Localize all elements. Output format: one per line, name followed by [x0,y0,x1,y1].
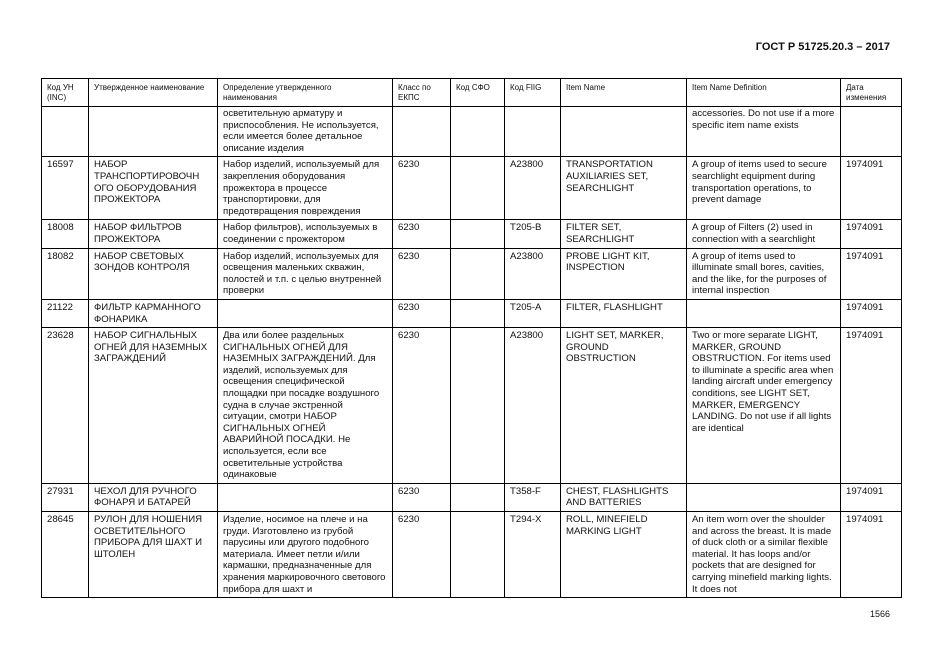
table-row [42,248,902,299]
table-row [42,328,902,484]
cell-fiig: T205-B [505,220,561,248]
table-row [42,107,902,157]
cell-class: 6230 [393,328,451,484]
cell-date: 1974091 [841,248,902,299]
cell-sfo [451,157,505,220]
classification-table [41,78,902,598]
col-header-name-ru: Утвержденное наименование [89,79,218,107]
cell-inc: 28645 [42,512,89,598]
header-row [42,79,902,107]
col-header-date: Дата изменения [841,79,902,107]
cell-class: 6230 [393,157,451,220]
cell-sfo [451,512,505,598]
cell-item-def: A group of items used to illuminate small bores, cavities, and the like, for the purposes of internal inspection [687,248,841,299]
cell-class [393,107,451,157]
cell-name-ru: НАБОР СИГНАЛЬНЫХ ОГНЕЙ ДЛЯ НАЗЕМНЫХ ЗАГРАЖДЕНИЙ [89,328,218,484]
cell-fiig: A23800 [505,328,561,484]
cell-name-ru: НАБОР ФИЛЬТРОВ ПРОЖЕКТОРА [89,220,218,248]
cell-def-ru: Изделие, носимое на плече и на груди. Изготовлено из грубой парусины или другого подобного материала. Имеет петли и/или кармашки, предназначенные для хранения маркировочного светового прибора для шахт и [218,512,393,598]
cell-item-def: Two or more separate LIGHT, MARKER, GROUND OBSTRUCTION. For items used to illuminate a specific area when landing aircraft under emergency conditions, see LIGHT SET, MARKER, EMERGENCY LANDING. Do not use if all lights are identical [687,328,841,484]
cell-def-ru: Набор изделий, используемый для закрепления оборудования прожектора в процессе транспортировки, для предотвращения повреждения [218,157,393,220]
cell-item-name: FILTER SET, SEARCHLIGHT [561,220,687,248]
cell-date: 1974091 [841,483,902,511]
cell-item-name: CHEST, FLASHLIGHTS AND BATTERIES [561,483,687,511]
table-row [42,299,902,327]
cell-class: 6230 [393,512,451,598]
cell-item-name: PROBE LIGHT KIT, INSPECTION [561,248,687,299]
cell-sfo [451,328,505,484]
col-header-sfo: Код СФО [451,79,505,107]
cell-item-def: An item worn over the shoulder and across the breast. It is made of duck cloth or a similar flexible material. It has loops and/or pockets that are designed for carrying minefield marking lights. It does not [687,512,841,598]
cell-name-ru: ЧЕХОЛ ДЛЯ РУЧНОГО ФОНАРЯ И БАТАРЕЙ [89,483,218,511]
cell-name-ru: НАБОР СВЕТОВЫХ ЗОНДОВ КОНТРОЛЯ [89,248,218,299]
cell-def-ru: Набор фильтров), используемых в соединении с прожектором [218,220,393,248]
cell-fiig: T294-X [505,512,561,598]
cell-fiig: T205-A [505,299,561,327]
cell-inc: 18008 [42,220,89,248]
col-header-class: Класс по ЕКПС [393,79,451,107]
cell-name-ru: РУЛОН ДЛЯ НОШЕНИЯ ОСВЕТИТЕЛЬНОГО ПРИБОРА ДЛЯ ШАХТ И ШТОЛЕН [89,512,218,598]
document-id: ГОСТ Р 51725.20.3 – 2017 [755,41,890,53]
table-row [42,157,902,220]
cell-date: 1974091 [841,512,902,598]
table-row [42,220,902,248]
col-header-def-ru: Определение утвержденного наименования [218,79,393,107]
cell-sfo [451,483,505,511]
cell-def-ru [218,483,393,511]
cell-sfo [451,107,505,157]
table-row [42,483,902,511]
cell-fiig [505,107,561,157]
cell-class: 6230 [393,299,451,327]
cell-def-ru: Два или более раздельных СИГНАЛЬНЫХ ОГНЕЙ ДЛЯ НАЗЕМНЫХ ЗАГРАЖДЕНИЙ. Для изделий, используемых для освещения специфической площадки при посадке воздушного судна в случае экстренной ситуации, смотри НАБОР СИГНАЛЬНЫХ ОГНЕЙ АВАРИЙНОЙ ПОСАДКИ. Не используется, если все осветительные устройства одинаковые [218,328,393,484]
cell-class: 6230 [393,220,451,248]
page-number: 1566 [869,609,890,619]
col-header-item-def: Item Name Definition [687,79,841,107]
cell-fiig: A23800 [505,248,561,299]
cell-def-ru [218,299,393,327]
cell-date: 1974091 [841,328,902,484]
cell-fiig: A23800 [505,157,561,220]
cell-inc: 18082 [42,248,89,299]
cell-date: 1974091 [841,299,902,327]
cell-inc: 16597 [42,157,89,220]
cell-item-def [687,483,841,511]
table-row [42,512,902,598]
cell-inc: 21122 [42,299,89,327]
cell-date: 1974091 [841,157,902,220]
cell-date: 1974091 [841,220,902,248]
cell-sfo [451,220,505,248]
cell-item-name: ROLL, MINEFIELD MARKING LIGHT [561,512,687,598]
cell-item-name: FILTER, FLASHLIGHT [561,299,687,327]
col-header-inc: Код УН (INC) [42,79,89,107]
cell-sfo [451,299,505,327]
cell-inc: 23628 [42,328,89,484]
cell-name-ru: ФИЛЬТР КАРМАННОГО ФОНАРИКА [89,299,218,327]
cell-inc [42,107,89,157]
col-header-fiig: Код FIIG [505,79,561,107]
cell-fiig: T358-F [505,483,561,511]
cell-item-def: accessories. Do not use if a more specific item name exists [687,107,841,157]
cell-item-def [687,299,841,327]
cell-sfo [451,248,505,299]
cell-item-name: LIGHT SET, MARKER, GROUND OBSTRUCTION [561,328,687,484]
cell-item-def: A group of items used to secure searchlight equipment during transportation operations, to prevent damage [687,157,841,220]
cell-class: 6230 [393,248,451,299]
cell-date [841,107,902,157]
cell-item-def: A group of Filters (2) used in connection with a searchlight [687,220,841,248]
cell-name-ru: НАБОР ТРАНСПОРТИРОВОЧН ОГО ОБОРУДОВАНИЯ ПРОЖЕКТОРА [89,157,218,220]
cell-item-name [561,107,687,157]
cell-name-ru [89,107,218,157]
cell-class: 6230 [393,483,451,511]
col-header-item-name: Item Name [561,79,687,107]
cell-def-ru: Набор изделий, используемых для освещения маленьких скважин, полостей и т.п. с целью внутренней проверки [218,248,393,299]
cell-inc: 27931 [42,483,89,511]
cell-def-ru: осветительную арматуру и приспособления. Не используется, если имеется более детальное описание изделия [218,107,393,157]
cell-item-name: TRANSPORTATION AUXILIARIES SET, SEARCHLIGHT [561,157,687,220]
